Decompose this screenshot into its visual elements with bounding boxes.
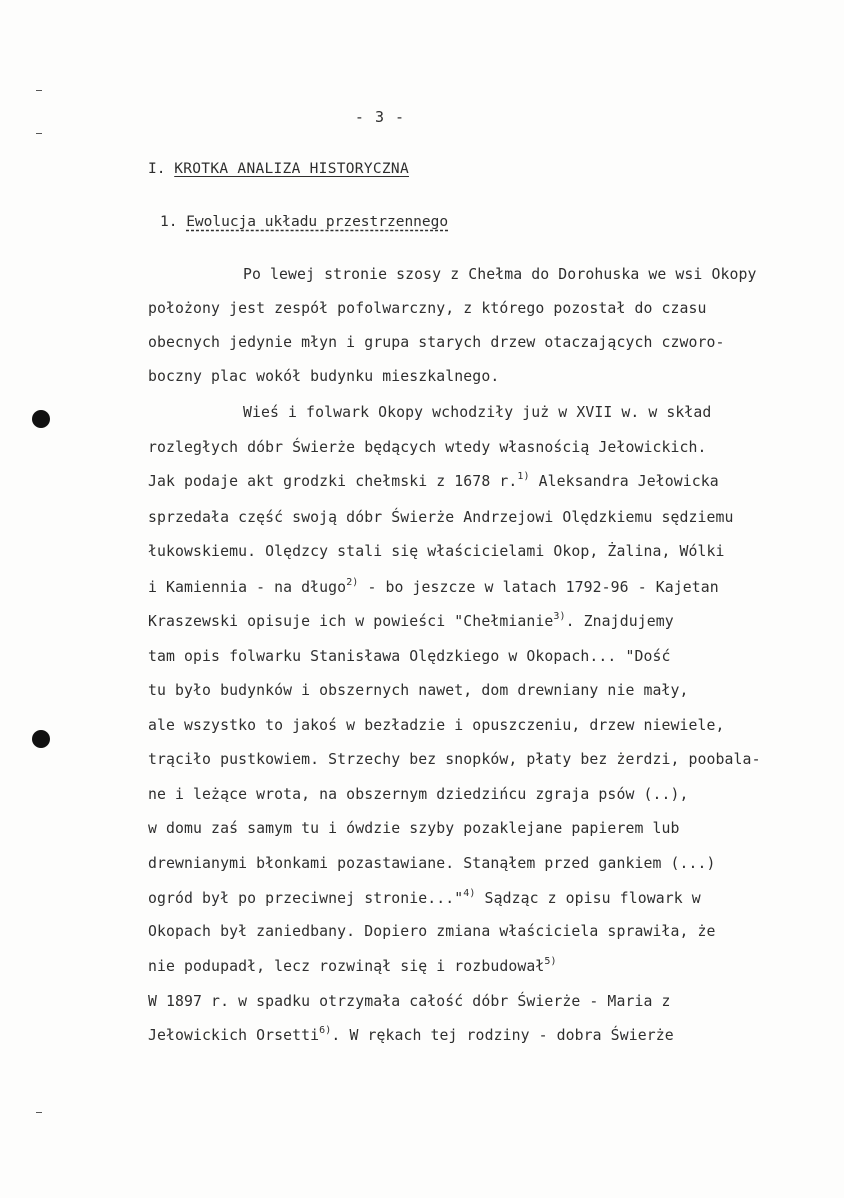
text-segment: tam opis folwarku Stanisława Olędzkiego w Okopach... "Dość <box>148 648 671 665</box>
subsection-heading <box>160 214 448 230</box>
text-segment: . W rękach tej rodziny - dobra Świerże <box>331 1027 674 1044</box>
text-segment: ogród był po przeciwnej stronie..." <box>148 890 464 907</box>
text-line <box>148 365 499 389</box>
text-segment: Sądząc z opisu flowark w <box>475 890 701 907</box>
footnote-ref: 1) <box>517 471 530 482</box>
text-line <box>148 852 716 876</box>
text-line <box>148 955 557 979</box>
section-title: KROTKA ANALIZA HISTORYCZNA <box>174 161 409 177</box>
punch-hole-icon <box>32 410 50 428</box>
text-segment: Po lewej stronie szosy z Chełma do Dorohuska we wsi Okopy <box>243 266 757 283</box>
footnote-ref: 5) <box>544 956 557 967</box>
subsection-number: 1. <box>160 214 178 230</box>
punch-hole-icon <box>32 730 50 748</box>
text-segment: Kraszewski opisuje ich w powieści "Chełmianie <box>148 613 554 630</box>
page-number: - 3 - <box>354 108 406 126</box>
text-segment: Wieś i folwark Okopy wchodziły już w XVII w. w skład <box>243 404 712 421</box>
text-line <box>148 540 725 564</box>
text-segment: tu było budynków i obszernych nawet, dom drewniany nie mały, <box>148 682 689 699</box>
text-segment: W 1897 r. w spadku otrzymała całość dóbr Świerże - Maria z <box>148 993 671 1010</box>
text-segment: Jełowickich Orsetti <box>148 1027 320 1044</box>
text-segment: trąciło pustkowiem. Strzechy bez snopków, płaty bez żerdzi, poobala- <box>148 751 761 768</box>
text-line <box>243 263 756 287</box>
text-line <box>148 817 680 841</box>
text-line <box>148 331 725 355</box>
text-line <box>148 920 716 944</box>
subsection-title: Ewolucja układu przestrzennego <box>186 214 449 230</box>
footnote-ref: 2) <box>346 577 359 588</box>
text-line <box>148 436 707 460</box>
text-line <box>148 783 689 807</box>
text-segment: boczny plac wokół budynku mieszkalnego. <box>148 368 500 385</box>
text-line <box>148 610 674 634</box>
text-segment: nie podupadł, lecz rozwinął się i rozbudował <box>148 958 545 975</box>
text-line <box>148 714 725 738</box>
text-segment: - bo jeszcze w latach 1792-96 - Kajetan <box>358 579 719 596</box>
text-line <box>148 645 671 669</box>
text-segment: łukowskiemu. Olędzcy stali się właścicielami Okop, Żalina, Wólki <box>148 543 725 560</box>
scan-edge-mark <box>36 133 42 134</box>
scan-edge-mark <box>36 1112 42 1113</box>
text-line <box>148 470 719 494</box>
text-segment: Aleksandra Jełowicka <box>529 473 719 490</box>
text-segment: położony jest zespół pofolwarczny, z którego pozostał do czasu <box>148 300 707 317</box>
text-segment: drewnianymi błonkami pozastawiane. Stanąłem przed gankiem (...) <box>148 855 716 872</box>
section-heading <box>148 161 409 177</box>
section-number: I. <box>148 161 166 177</box>
text-line <box>148 576 719 600</box>
text-segment: Jak podaje akt grodzki chełmski z 1678 r. <box>148 473 518 490</box>
text-segment: Okopach był zaniedbany. Dopiero zmiana właściciela sprawiła, że <box>148 923 716 940</box>
text-line <box>148 297 707 321</box>
text-line <box>148 506 734 530</box>
text-segment: i Kamiennia - na długo <box>148 579 347 596</box>
text-line <box>148 1024 674 1048</box>
text-line <box>243 401 711 425</box>
text-segment: . Znajdujemy <box>565 613 674 630</box>
scan-edge-mark <box>36 90 42 91</box>
footnote-ref: 4) <box>463 888 476 899</box>
text-segment: ale wszystko to jakoś w bezładzie i opuszczeniu, drzew niewiele, <box>148 717 725 734</box>
text-segment: sprzedała część swoją dóbr Świerże Andrzejowi Olędzkiemu sędziemu <box>148 509 734 526</box>
text-segment: rozległych dóbr Świerże będących wtedy własnością Jełowickich. <box>148 439 707 456</box>
text-segment: obecnych jedynie młyn i grupa starych drzew otaczających czworo- <box>148 334 725 351</box>
text-line <box>148 679 689 703</box>
text-line <box>148 990 671 1014</box>
text-segment: w domu zaś samym tu i ówdzie szyby pozaklejane papierem lub <box>148 820 680 837</box>
footnote-ref: 3) <box>553 611 566 622</box>
text-line <box>148 887 701 911</box>
text-segment: ne i leżące wrota, na obszernym dziedzińcu zgraja psów (..), <box>148 786 689 803</box>
text-line <box>148 748 761 772</box>
footnote-ref: 6) <box>319 1025 332 1036</box>
